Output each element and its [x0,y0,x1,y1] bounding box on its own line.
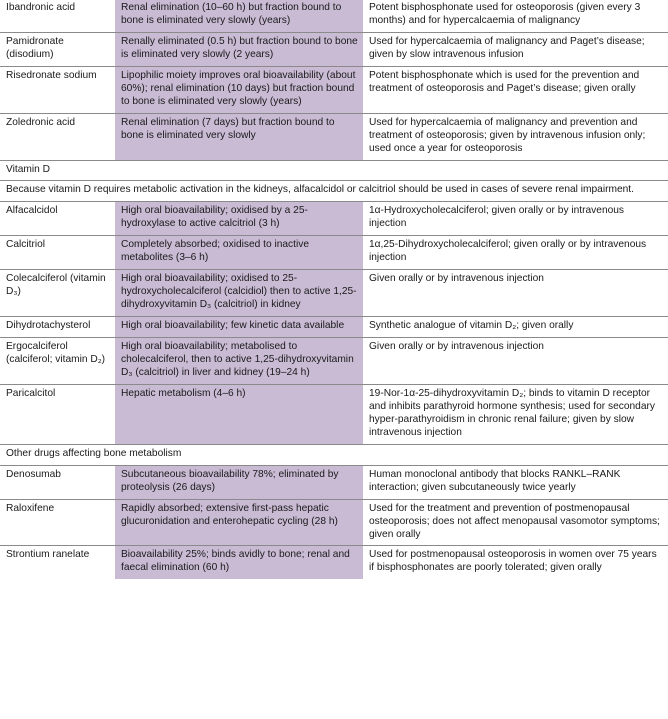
drug-name-cell: Risedronate sodium [0,66,115,113]
section-title: Vitamin D [0,160,668,181]
pharmacokinetics-cell: Lipophilic moiety improves oral bioavailability (about 60%); renal elimination (10 days) but fraction bound to bone is eliminated very slowly (years) [115,66,363,113]
table-row [0,384,668,444]
drug-name-cell: Raloxifene [0,499,115,546]
table-row [0,32,668,66]
notes-cell: 1α-Hydroxycholecalciferol; given orally or by intravenous injection [363,202,668,236]
notes-cell: Given orally or by intravenous injection [363,270,668,317]
pharmacokinetics-cell: Renal elimination (7 days) but fraction bound to bone is eliminated very slowly [115,113,363,160]
section-heading-row [0,160,668,181]
drug-name-cell: Ergocalciferol (calciferol; vitamin D₂) [0,338,115,385]
drug-name-cell: Calcitriol [0,236,115,270]
drug-name-cell: Alfacalcidol [0,202,115,236]
notes-cell: 1α,25-Dihydroxycholecalciferol; given orally or by intravenous injection [363,236,668,270]
notes-cell: Potent bisphosphonate which is used for the prevention and treatment of osteoporosis and Paget’s disease; given orally [363,66,668,113]
drug-name-cell: Pamidronate (disodium) [0,32,115,66]
pharmacokinetics-cell: Rapidly absorbed; extensive first-pass hepatic glucuronidation and enterohepatic cycling (28 h) [115,499,363,546]
drug-name-cell: Denosumab [0,465,115,499]
section-title: Other drugs affecting bone metabolism [0,444,668,465]
notes-cell: Synthetic analogue of vitamin D₂; given orally [363,317,668,338]
drug-name-cell: Strontium ranelate [0,546,115,579]
section-note: Because vitamin D requires metabolic activation in the kidneys, alfacalcidol or calcitriol should be used in cases of severe renal impairment. [0,181,668,202]
table-row [0,66,668,113]
drug-name-cell: Ibandronic acid [6,2,76,13]
notes-cell: Given orally or by intravenous injection [363,338,668,385]
table-row [0,465,668,499]
notes-cell: Potent bisphosphonate used for osteoporosis (given every 3 months) and for hypercalcaemia of malignancy [369,2,641,26]
pharmacokinetics-cell: High oral bioavailability; oxidised by a 25-hydroxylase to active calcitriol (3 h) [115,202,363,236]
pharmacokinetics-cell: Subcutaneous bioavailability 78%; eliminated by proteolysis (26 days) [115,465,363,499]
table-row [0,113,668,160]
drug-name-cell: Zoledronic acid [0,113,115,160]
table-row [0,0,668,32]
table-row [0,236,668,270]
notes-cell: Used for the treatment and prevention of postmenopausal osteoporosis; does not affect menopausal vasomotor symptoms; given orally [363,499,668,546]
table-row [0,546,668,579]
drug-name-cell: Colecalciferol (vitamin D₃) [0,270,115,317]
notes-cell: 19-Nor-1α-25-dihydroxyvitamin D₂; binds to vitamin D receptor and inhibits parathyroid hormone synthesis; used for secondary hyper-parathyroidism in chronic renal failure; given by slow intravenous injection [363,384,668,444]
notes-cell: Used for postmenopausal osteoporosis in women over 75 years if bisphosphonates are poorly tolerated; given orally [363,546,668,579]
table-row [0,338,668,385]
table-row [0,499,668,546]
pharmacokinetics-cell: Bioavailability 25%; binds avidly to bone; renal and faecal elimination (60 h) [115,546,363,579]
section-heading-row [0,444,668,465]
table-row [0,270,668,317]
notes-cell: Human monoclonal antibody that blocks RANKL–RANK interaction; given subcutaneously twice yearly [363,465,668,499]
notes-cell: Used for hypercalcaemia of malignancy and prevention and treatment of osteoporosis; given by intravenous infusion only; used once a year for osteoporosis [363,113,668,160]
pharmacokinetics-cell: High oral bioavailability; oxidised to 25-hydroxycholecalciferol (calcidiol) then to active 1,25-dihydroxyvitamin D₃ (calcitriol) in kidney [115,270,363,317]
section-note-row [0,181,668,202]
pharmacokinetics-cell: Completely absorbed; oxidised to inactive metabolites (3–6 h) [115,236,363,270]
pharmacokinetics-cell: Renal elimination (10–60 h) but fraction bound to bone is eliminated very slowly (years) [115,0,363,32]
table-row [0,317,668,338]
pharmacokinetics-cell: Renally eliminated (0.5 h) but fraction bound to bone is eliminated very slowly (2 years) [115,32,363,66]
pharmacokinetics-cell: High oral bioavailability; few kinetic data available [115,317,363,338]
drug-name-cell: Dihydrotachysterol [0,317,115,338]
pharmacokinetics-cell: Hepatic metabolism (4–6 h) [115,384,363,444]
table-row [0,202,668,236]
notes-cell: Used for hypercalcaemia of malignancy and Paget’s disease; given by slow intravenous infusion [363,32,668,66]
drug-name-cell: Paricalcitol [0,384,115,444]
pharmacokinetics-cell: High oral bioavailability; metabolised to cholecalciferol, then to active 1,25-dihydroxyvitamin D₃ (calcitriol) in liver and kidney (19–24 h) [115,338,363,385]
